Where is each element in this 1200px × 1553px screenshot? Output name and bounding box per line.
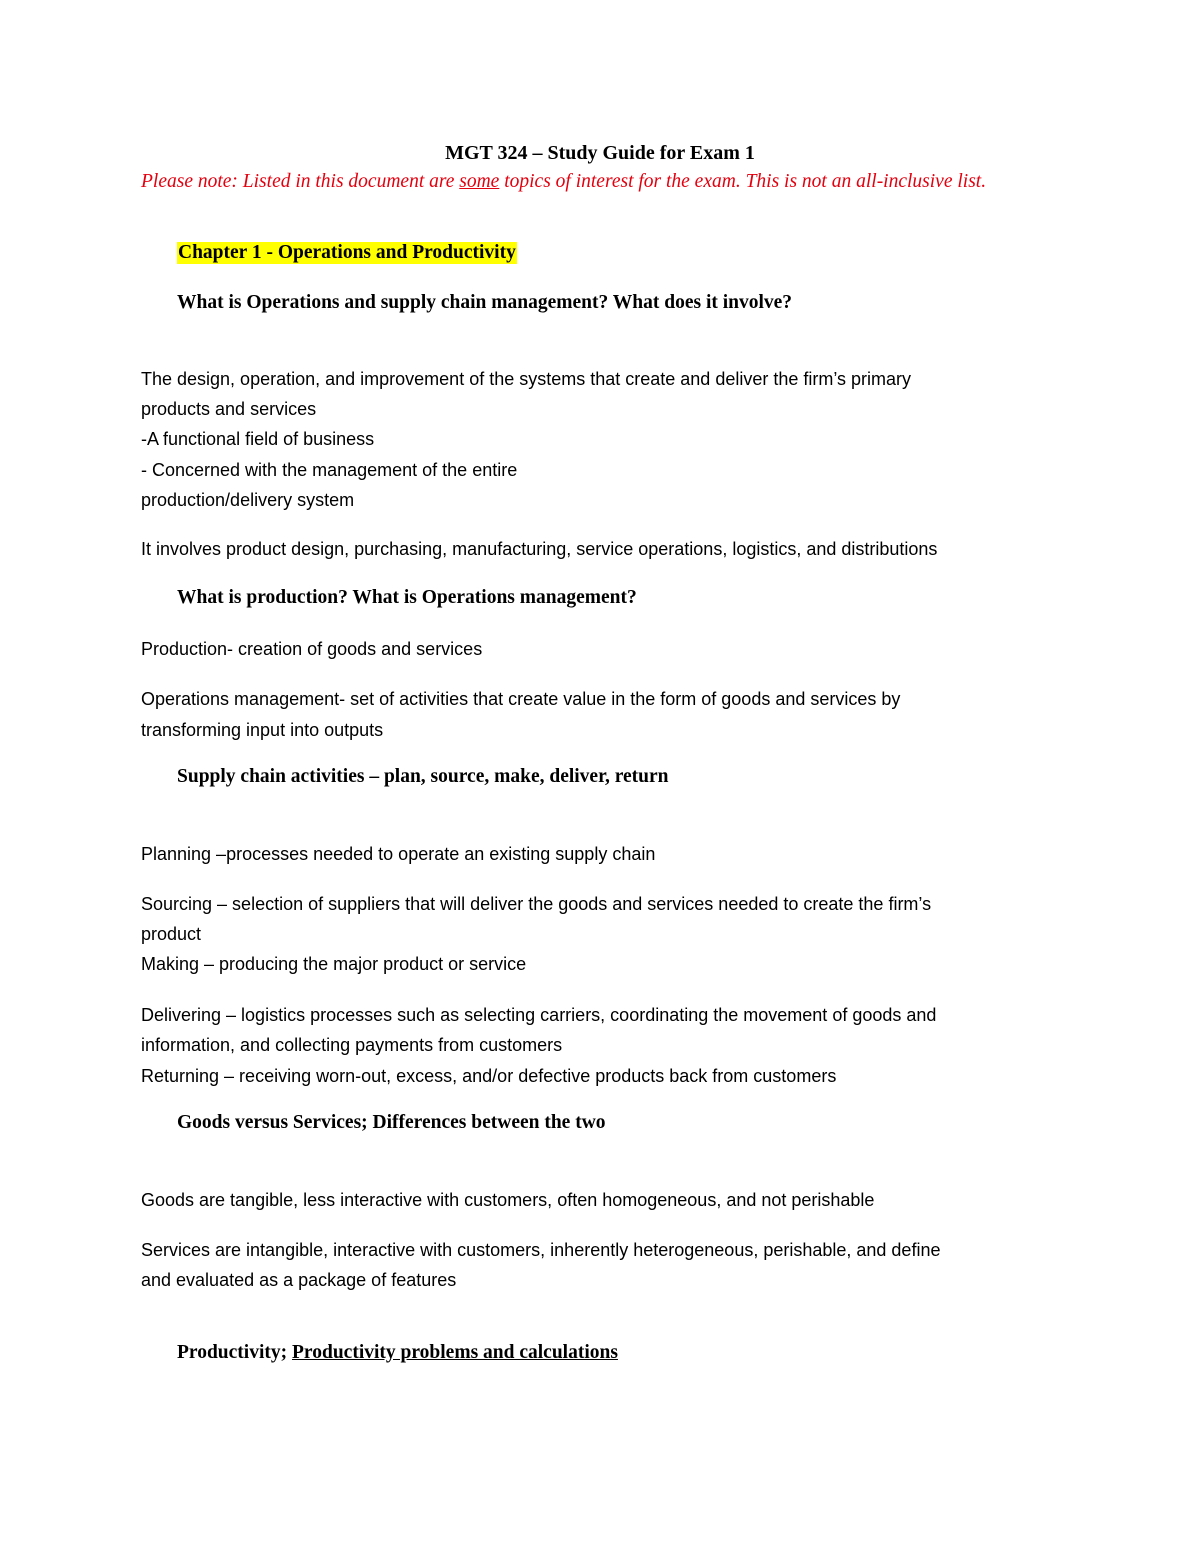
- body-line: Goods are tangible, less interactive with customers, often homogeneous, and not perishable: [141, 1190, 875, 1210]
- body-line: product: [141, 924, 202, 944]
- section-heading-productivity: [177, 1342, 618, 1364]
- body-line: -A functional field of business: [141, 429, 375, 449]
- note-text-start: Please note: Listed in this document are: [141, 171, 460, 192]
- body-line: Returning – receiving worn-out, excess, and/or defective products back from customers: [141, 1066, 837, 1086]
- body-line: Planning –processes needed to operate an existing supply chain: [141, 844, 656, 864]
- section-heading-ops-scm: What is Operations and supply chain management? What does it involve?: [177, 292, 793, 313]
- body-line: Services are intangible, interactive with customers, inherently heterogeneous, perishable, and define: [141, 1240, 941, 1260]
- note-text-end: topics of interest for the exam. This is not an all-inclusive list.: [499, 171, 987, 192]
- disclaimer-note: [141, 168, 1061, 195]
- body-line: transforming input into outputs: [141, 720, 384, 740]
- chapter-heading: Chapter 1 - Operations and Productivity: [178, 242, 516, 263]
- productivity-heading-underlined: Productivity problems and calculations: [292, 1342, 618, 1363]
- body-line: - Concerned with the management of the entire: [141, 460, 518, 480]
- body-line: production/delivery system: [141, 490, 355, 510]
- body-line: Sourcing – selection of suppliers that will deliver the goods and services needed to create the firm’s: [141, 894, 932, 914]
- body-line: information, and collecting payments from customers: [141, 1035, 563, 1055]
- note-underlined-word: some: [459, 171, 500, 192]
- body-line: Making – producing the major product or service: [141, 954, 527, 974]
- productivity-heading-label: Productivity;: [177, 1342, 293, 1363]
- body-line: The design, operation, and improvement of the systems that create and deliver the firm’s primary: [141, 369, 912, 389]
- body-line: products and services: [141, 399, 317, 419]
- body-line: Production- creation of goods and services: [141, 639, 483, 659]
- body-line: It involves product design, purchasing, manufacturing, service operations, logistics, and distributions: [141, 539, 938, 559]
- body-line: Delivering – logistics processes such as selecting carriers, coordinating the movement of goods and: [141, 1005, 937, 1025]
- body-line: Operations management- set of activities that create value in the form of goods and services by: [141, 689, 901, 709]
- body-line: and evaluated as a package of features: [141, 1270, 457, 1290]
- document-title: MGT 324 – Study Guide for Exam 1: [445, 142, 755, 164]
- section-heading-goods-services: Goods versus Services; Differences between the two: [177, 1112, 606, 1133]
- section-heading-production: What is production? What is Operations management?: [177, 587, 637, 608]
- section-heading-supply-chain: Supply chain activities – plan, source, make, deliver, return: [177, 766, 669, 787]
